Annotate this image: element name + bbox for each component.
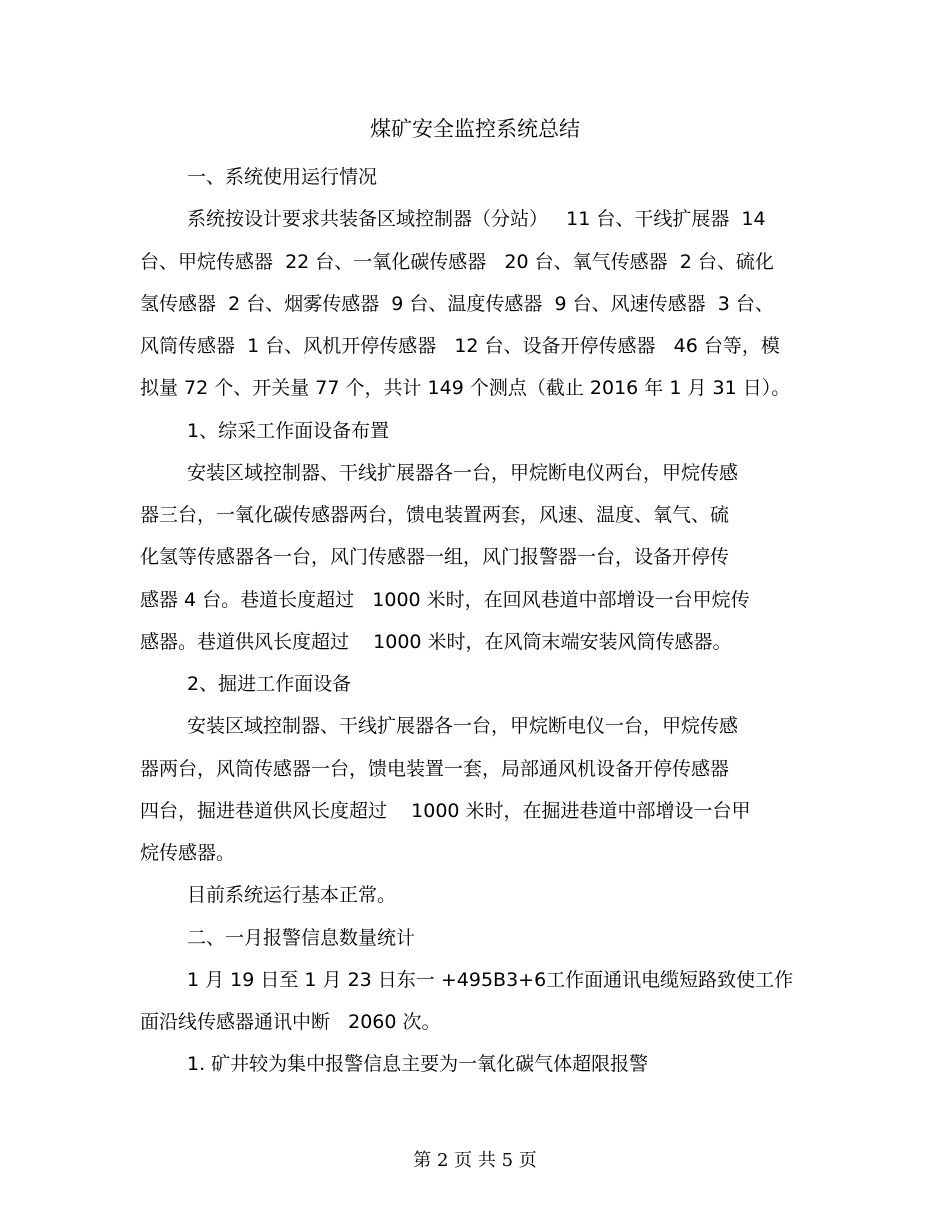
paragraph-line: 台、甲烷传感器 22 台、一氧化碳传感器 20 台、氧气传感器 2 台、硫化 xyxy=(140,251,774,273)
paragraph-line: 器三台，一氧化碳传感器两台，馈电装置两套，风速、温度、氧气、硫 xyxy=(140,504,730,526)
paragraph-line: 安装区域控制器、干线扩展器各一台，甲烷断电仪一台，甲烷传感 xyxy=(187,715,739,737)
paragraph-line: 1. 矿井较为集中报警信息主要为一氧化碳气体超限报警 xyxy=(187,1053,649,1075)
paragraph-line: 四台，掘进巷道供风长度超过 1000 米时，在掘进巷道中部增设一台甲 xyxy=(140,800,751,822)
subsection-heading-2: 2、掘进工作面设备 xyxy=(187,673,352,695)
paragraph-line: 烷传感器。 xyxy=(140,842,236,864)
paragraph-line: 面沿线传感器通讯中断 2060 次。 xyxy=(140,1011,441,1033)
paragraph-line: 化氢等传感器各一台，风门传感器一组，风门报警器一台，设备开停传 xyxy=(140,546,730,568)
page-footer: 第 2 页 共 5 页 xyxy=(413,1150,537,1171)
paragraph-line: 感器。巷道供风长度超过 1000 米时，在风筒末端安装风筒传感器。 xyxy=(140,631,732,653)
document-title: 煤矿安全监控系统总结 xyxy=(370,117,580,141)
paragraph-line: 安装区域控制器、干线扩展器各一台，甲烷断电仪两台，甲烷传感 xyxy=(187,462,739,484)
section-heading-1: 一、系统使用运行情况 xyxy=(187,166,378,188)
paragraph-line: 氢传感器 2 台、烟雾传感器 9 台、温度传感器 9 台、风速传感器 3 台、 xyxy=(140,293,774,315)
subsection-heading-1: 1、综采工作面设备布置 xyxy=(187,420,390,442)
paragraph-line: 系统按设计要求共装备区域控制器（分站） 11 台、干线扩展器 14 xyxy=(187,208,766,230)
paragraph-line: 1 月 19 日至 1 月 23 日东一 +495B3+6工作面通讯电缆短路致使工作 xyxy=(187,969,794,991)
paragraph-line: 拟量 72 个、开关量 77 个，共计 149 个测点（截止 2016 年 1 月 31 日）。 xyxy=(140,377,791,399)
paragraph-line: 感器 4 台。巷道长度超过 1000 米时，在回风巷道中部增设一台甲烷传 xyxy=(140,589,750,611)
paragraph-line: 风筒传感器 1 台、风机开停传感器 12 台、设备开停传感器 46 台等，模 xyxy=(140,335,780,357)
section-heading-2: 二、一月报警信息数量统计 xyxy=(187,927,416,949)
paragraph-line: 目前系统运行基本正常。 xyxy=(187,884,397,906)
paragraph-line: 器两台，风筒传感器一台，馈电装置一套，局部通风机设备开停传感器 xyxy=(140,758,730,780)
